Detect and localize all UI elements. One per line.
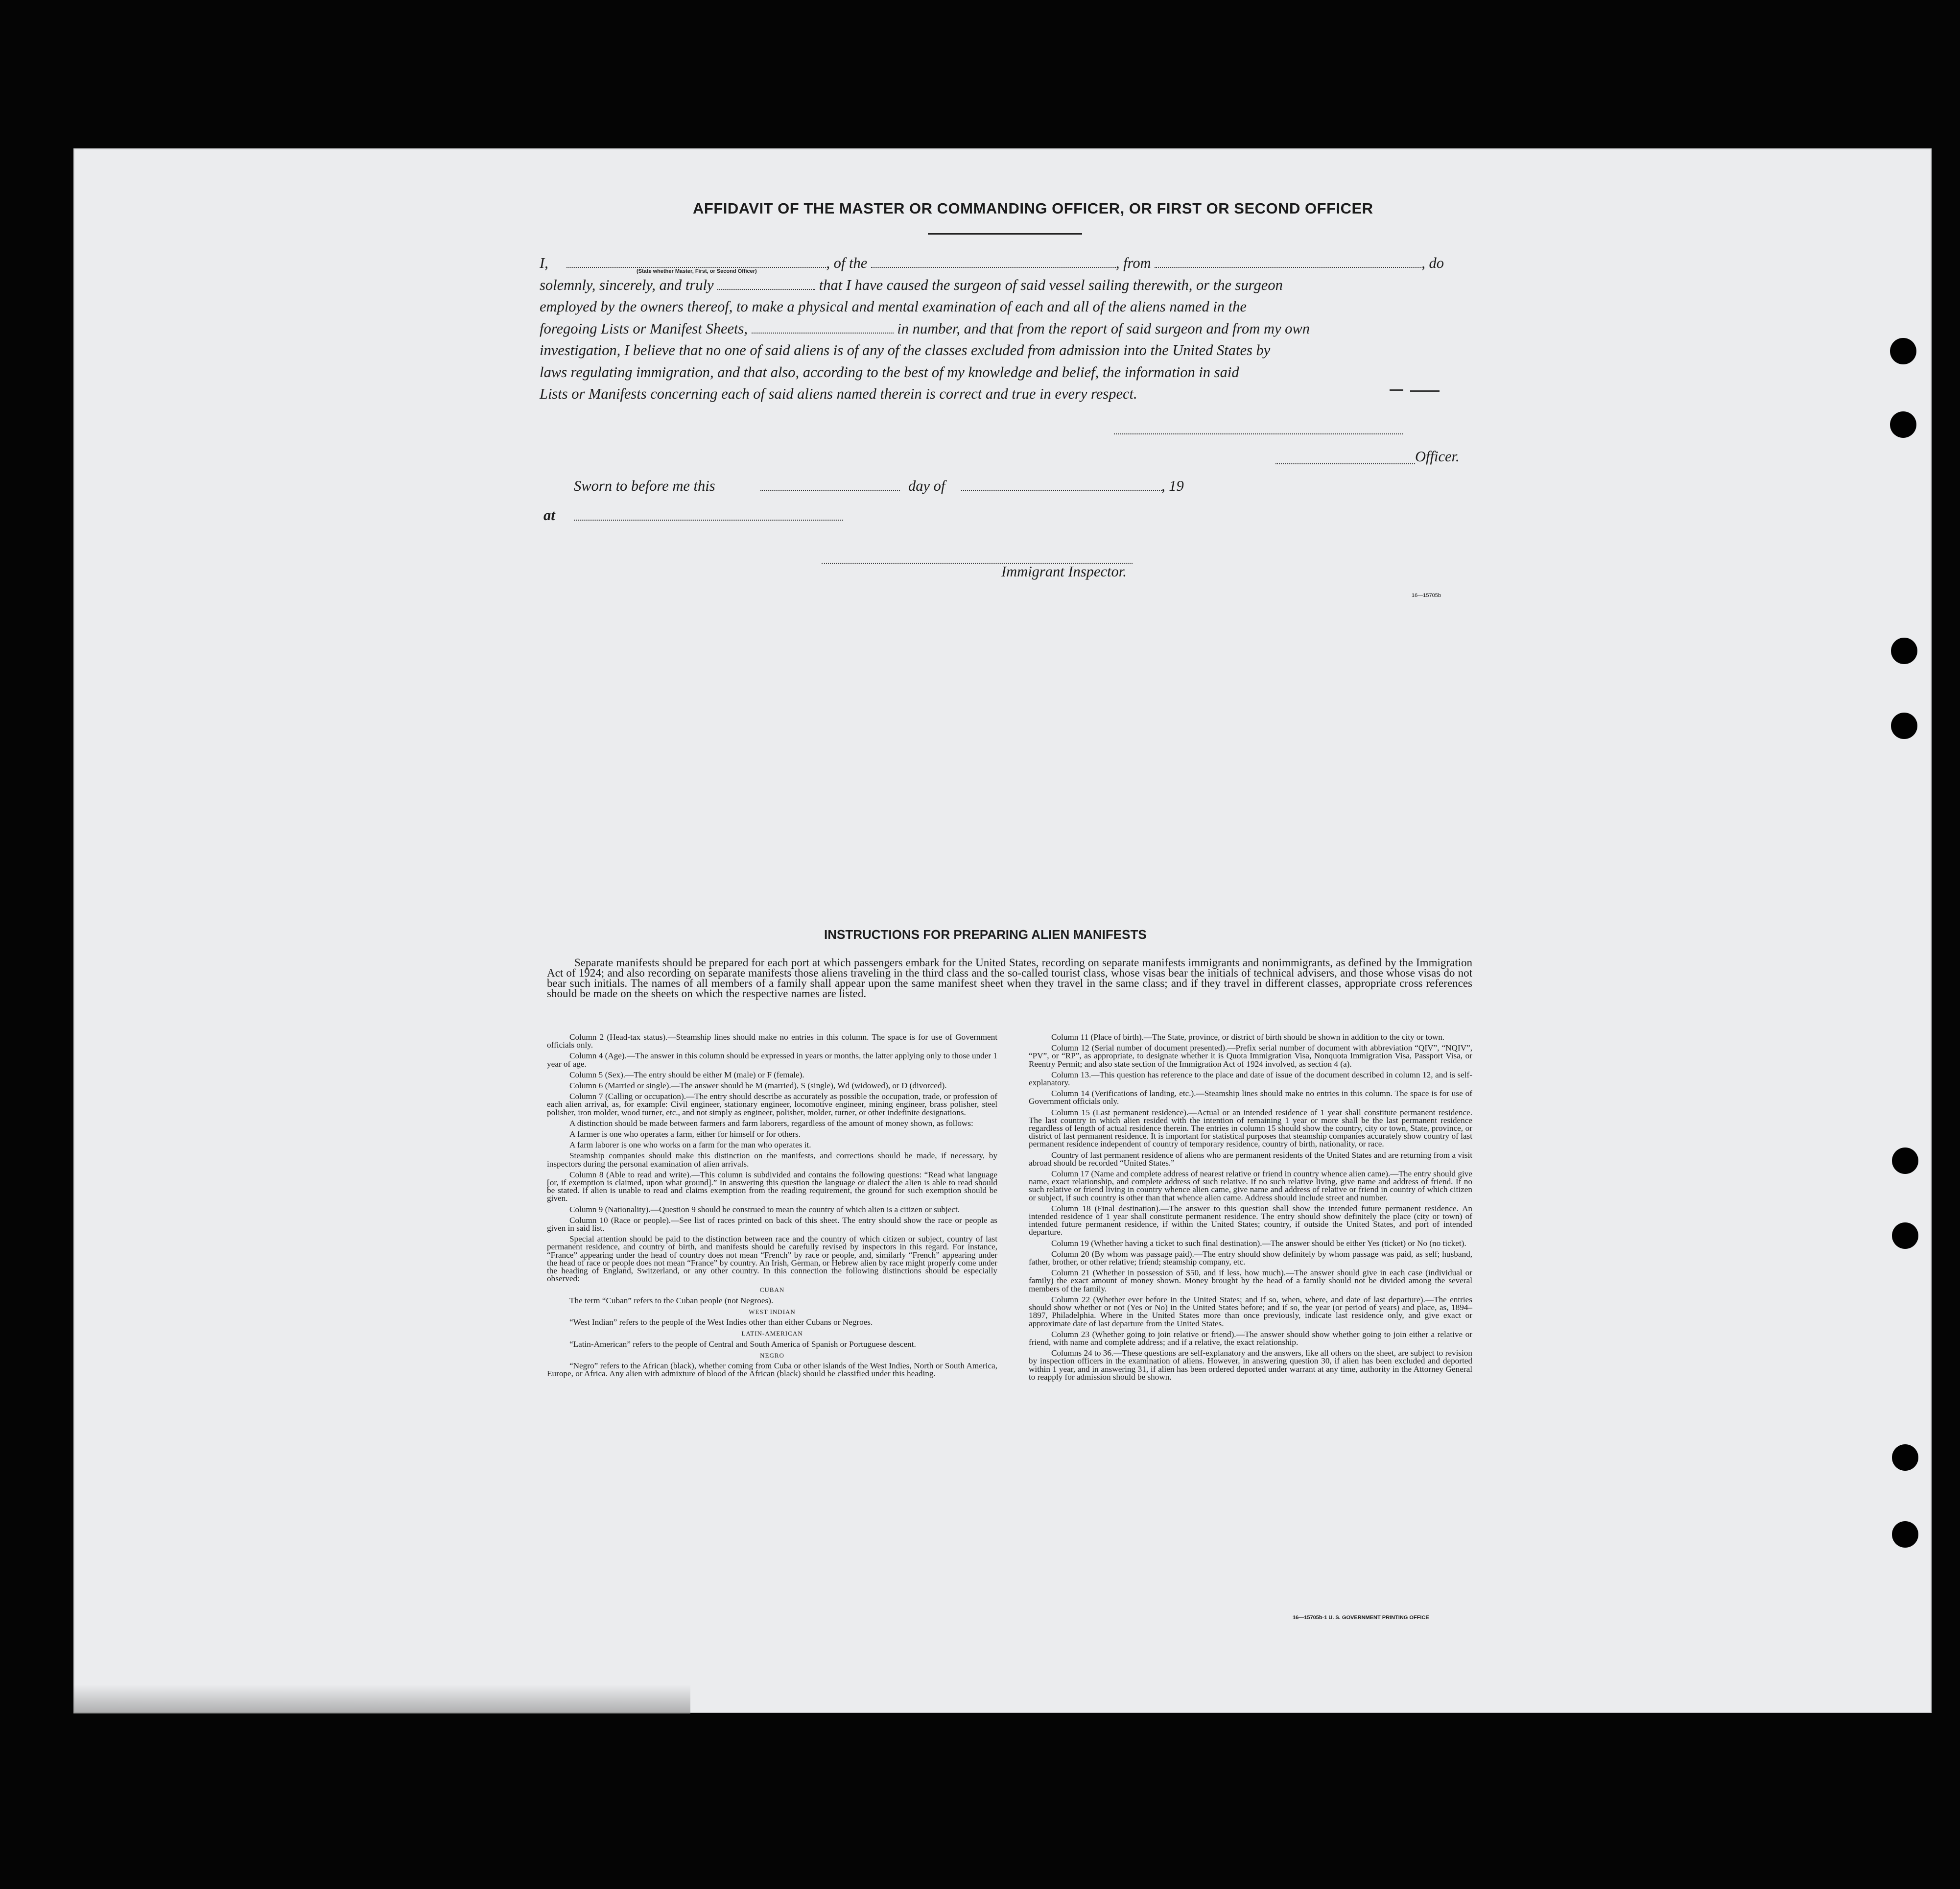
instruction-paragraph: The term “Cuban” refers to the Cuban people (not Negroes). — [569, 1295, 774, 1305]
sworn-text: Sworn to before me this — [574, 478, 715, 494]
instruction-paragraph: Column 7 (Calling or occupation).—The entry should describe as accurately as possible the occupation, trade, or profession of each alien arrival, as, for example: Civil engineer, stationary engineer, locomotive engineer, mining engineer, brass polisher, steel polisher, iron molder, wood turner, etc., and not simply as engineer, polisher, molder, turner, or other indefinite designations. — [547, 1092, 997, 1117]
instruction-paragraph: Column 23 (Whether going to join relative or friend).—The answer should show whether going to join either a relative or friend, with name and complete address; and if a relative, the exact relationship. — [1029, 1329, 1472, 1347]
aff-text: in number, and that from the report of said surgeon and from my own — [897, 320, 1310, 337]
instruction-paragraph: Column 12 (Serial number of document presented).—Prefix serial number of document with abbreviation “QIV”, “NQIV”, “PV”, or “RP”, as appropriate, to designate whether it is Quota Immigration Visa, Nonquota Immigration Visa, Passport Visa, or Reentry Permit; and also state section of the Immigration Act of 1924 involved, as section 4 (a). — [1029, 1043, 1472, 1069]
binder-hole — [1891, 713, 1917, 739]
edge-wear — [73, 1685, 690, 1714]
aff-text: solemnly, sincerely, and truly — [540, 276, 714, 293]
instruction-paragraph: A farmer is one who operates a farm, either for himself or for others. — [569, 1129, 801, 1139]
instruction-paragraph: “West Indian” refers to the people of the West Indies other than either Cubans or Negroes. — [569, 1317, 873, 1327]
pencil-mark — [1410, 390, 1440, 392]
aff-text: , of the — [826, 255, 868, 271]
section-heading-latin-american: LATIN-AMERICAN — [741, 1330, 803, 1338]
instruction-paragraph: Column 18 (Final destination).—The answer to this question shall show the intended future permanent residence. An intended residence of 1 year shall constitute permanent residence. The entry should show definitely the place (city or town) of intended future permanent residence, if within the United States; country, if outside the United States, and port of intended departure. — [1029, 1203, 1472, 1237]
instruction-paragraph: Column 21 (Whether in possession of $50, and if less, how much).—The answer should give in each case (individual or family) the exact amount of money shown. Money brought by the head of a family should not be divided among the several members of the family. — [1029, 1268, 1472, 1293]
vessel-name-field[interactable] — [871, 256, 1116, 268]
title-rule — [928, 233, 1082, 235]
at-place-field[interactable] — [574, 520, 843, 521]
at-label: at — [543, 507, 555, 524]
instruction-paragraph: Column 13.—This question has reference to the place and date of issue of the document described in column 12, and is self-explanatory. — [1029, 1070, 1472, 1088]
binder-hole — [1891, 638, 1917, 664]
sheet-count-field[interactable] — [752, 322, 894, 334]
officer-label: Officer. — [1415, 448, 1460, 465]
instruction-paragraph: Column 4 (Age).—The answer in this column should be expressed in years or months, the latter applying only to those under 1 year of age. — [547, 1051, 998, 1069]
instruction-paragraph: Column 2 (Head-tax status).—Steamship lines should make no entries in this column. The space is for use of Government officials only. — [547, 1032, 997, 1050]
officer-signature-line[interactable] — [1275, 463, 1415, 464]
instruction-paragraph: Column 15 (Last permanent residence).—Actual or an intended residence of 1 year shall constitute permanent residence. The last country in which alien resided with the intention of remaining 1 year or more shall be the last permanent residence regardless of length of actual residence therein. The entries in column 15 should show the country, city or town, State, province, or district of last permanent residence. It is important for statistical purposes that steamship companies accurately show country of last permanent residence independent of country of temporary residence, country of birth, nationality, or race. — [1029, 1107, 1472, 1149]
aff-text: foregoing Lists or Manifest Sheets, — [540, 320, 748, 337]
instruction-paragraph: Column 6 (Married or single).—The answer should be M (married), S (single), Wd (widowed), or D (divorced). — [569, 1081, 947, 1091]
aff-text: laws regulating immigration, and that also, according to the best of my knowledge and belief, the information in said — [540, 363, 1239, 381]
form-number: 16—15705b — [1412, 593, 1441, 598]
sworn-text: , 19 — [1161, 478, 1184, 494]
binder-hole — [1892, 1521, 1918, 1548]
aff-text: I, — [540, 255, 548, 271]
instruction-paragraph: Column 20 (By whom was passage paid).—The entry should show definitely by whom passage was paid, as self; husband, father, brother, or other relative; friend; steamship company, etc. — [1029, 1249, 1472, 1267]
section-heading-cuban: CUBAN — [759, 1286, 785, 1294]
instruction-paragraph: Column 10 (Race or people).—See list of races printed on back of this sheet. The entry should show the race or people as given in said list. — [547, 1215, 997, 1233]
instruction-paragraph: Column 5 (Sex).—The entry should be either M (male) or F (female). — [569, 1070, 804, 1079]
aff-text: that I have caused the surgeon of said vessel sailing therewith, or the surgeon — [819, 276, 1283, 293]
affidavit-body — [540, 252, 1470, 405]
affidavit-title: AFFIDAVIT OF THE MASTER OR COMMANDING OFFICER, OR FIRST OR SECOND OFFICER — [693, 200, 1373, 217]
instruction-paragraph: A distinction should be made between farmers and farm laborers, regardless of the amount of money shown, as follows: — [569, 1118, 973, 1128]
instruction-paragraph: Column 8 (Able to read and write).—This column is subdivided and contains the following questions: “Read what language [or, if exemption is claimed, upon what ground].” In answering this question the language or dialect the alien is able to read should be stated. If alien is unable to read and claims exemption from the reading requirement, the ground for such exemption should be given. — [547, 1170, 997, 1203]
pencil-mark — [1390, 389, 1403, 391]
aff-text: , do — [1421, 255, 1444, 271]
instruction-paragraph: Column 14 (Verifications of landing, etc.).—Steamship lines should make no entries in this column. The space is for use of Government officials only. — [1029, 1089, 1472, 1106]
officer-rank-field[interactable] — [567, 256, 826, 268]
instructions-intro: Separate manifests should be prepared for each port at which passengers embark for the United States, recording on separate manifests immigrants and nonimmigrants, as defined by the Immigration Act of 1924; and also recording on separate manifests those aliens traveling in the third class and the so-called tourist class, whose visas bear the initials of technical advisers, and those whose visas do not bear such initials. The names of all members of a family shall appear upon the same manifest sheet when they travel in the same class; and if they travel in different classes, appropriate cross references should be made on the sheets on which the respective names are listed. — [547, 956, 1472, 1000]
aff-text: investigation, I believe that no one of said aliens is of any of the classes excluded from admission into the United States by — [540, 342, 1271, 359]
instructions-right-column — [1029, 1033, 1472, 1384]
instruction-paragraph: Columns 24 to 36.—These questions are self-explanatory and the answers, like all others on the sheet, are subject to revision by inspection officers in the examination of aliens. However, in answering question 30, if alien has been excluded and deported within 1 year, and in answering 31, if alien has been ordered deported under warrant at any time, authority in the Attorney General to reapply for admission should be shown. — [1029, 1348, 1472, 1382]
departure-port-field[interactable] — [1155, 256, 1421, 268]
instruction-paragraph: Country of last permanent residence of aliens who are permanent residents of the United States and are returning from a visit abroad should be recorded “United States.” — [1029, 1150, 1472, 1168]
instruction-paragraph: “Negro” refers to the African (black), whether coming from Cuba or other islands of the West Indies, North or South America, Europe, or Africa. Any alien with admixture of blood of the African (black) should be classified under this heading. — [547, 1361, 997, 1379]
sworn-day-field[interactable] — [760, 490, 900, 491]
officer-note: (State whether Master, First, or Second Officer) — [637, 268, 757, 274]
sworn-text: day of — [908, 478, 945, 494]
instruction-paragraph: Column 22 (Whether ever before in the United States; and if so, when, where, and date of last departure).—The entries should show whether or not (Yes or No) in the United States before; and if so, the year (or period of years) and place, as, 1894–1897, Philadelphia. Where in the United States more than once previously, indicate last residence only, and give exact or approximate date of last departure from the United States. — [1029, 1294, 1472, 1328]
binder-hole — [1890, 338, 1916, 364]
inspector-label: Immigrant Inspector. — [1001, 563, 1127, 580]
instructions-left-column — [547, 1033, 997, 1381]
instruction-paragraph: Column 17 (Name and complete address of nearest relative or friend in country whence alien came).—The entry should give name, exact relationship, and complete address of such relative. If no such relative living, give name and address of friend. If no such relative or friend living in country whence alien came, give name and address of relative or friend in country of which citizen or subject, if such country is other than that whence alien came. Address should include street and number. — [1029, 1169, 1472, 1202]
instruction-paragraph: “Latin-American” refers to the people of Central and South America of Spanish or Portuguese descent. — [569, 1339, 916, 1349]
instruction-paragraph: Special attention should be paid to the distinction between race and the country of which citizen or subject, country of last permanent residence, and country of birth, and manifests should be carefully revised by inspectors in this regard. For instance, “France” appearing under the head of country does not mean “French” by race or people, and, similarly “French” appearing under the head of race or people does not mean “France” by country. An Irish, German, or Hebrew alien by race might properly come under the heading of England, Switzerland, or any other country. In this connection the following distinctions should be especially observed: — [547, 1234, 997, 1284]
instruction-paragraph: Column 19 (Whether having a ticket to such final destination).—The answer should be either Yes (ticket) or No (no ticket). — [1051, 1238, 1466, 1248]
binder-hole — [1892, 1444, 1918, 1471]
sworn-month-field[interactable] — [961, 490, 1162, 491]
sworn-manner-field[interactable] — [717, 278, 815, 290]
instruction-paragraph: Steamship companies should make this distinction on the manifests, and corrections should be made, if necessary, by inspectors during the personal examination of alien arrivals. — [547, 1151, 997, 1169]
printing-office-footer: 16—15705b-1 U. S. GOVERNMENT PRINTING OFFICE — [1293, 1615, 1429, 1621]
instruction-paragraph: Column 11 (Place of birth).—The State, province, or district of birth should be shown in addition to the city or town. — [1051, 1032, 1445, 1042]
section-heading-west-indian: WEST INDIAN — [749, 1308, 796, 1315]
aff-text: employed by the owners thereof, to make a physical and mental examination of each and all of the aliens named in the — [540, 298, 1247, 315]
binder-hole — [1892, 1148, 1918, 1174]
instruction-paragraph: A farm laborer is one who works on a farm for the man who operates it. — [569, 1140, 811, 1150]
signature-line[interactable] — [1114, 433, 1403, 434]
instruction-paragraph: Column 9 (Nationality).—Question 9 should be construed to mean the country of which alien is a citizen or subject. — [569, 1204, 960, 1214]
aff-text: Lists or Manifests concerning each of said aliens named therein is correct and true in every respect. — [540, 385, 1137, 402]
aff-text: , from — [1115, 255, 1151, 271]
instructions-title: INSTRUCTIONS FOR PREPARING ALIEN MANIFESTS — [824, 927, 1147, 942]
section-heading-negro: NEGRO — [760, 1351, 784, 1359]
binder-hole — [1892, 1222, 1918, 1249]
binder-hole — [1890, 411, 1916, 438]
